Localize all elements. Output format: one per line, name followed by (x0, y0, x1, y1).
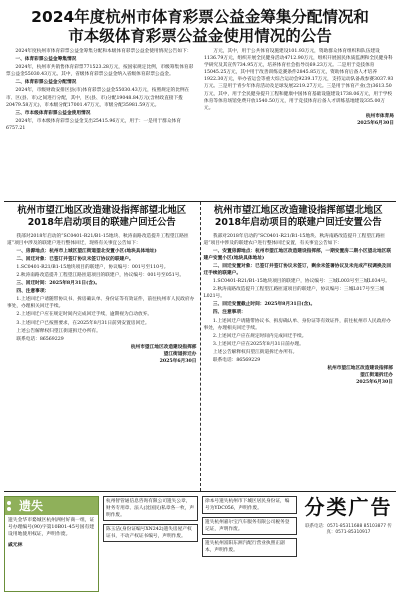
notice-right-title-1: 杭州市望江地区改造建设指挥部望北地区 (213, 205, 383, 216)
paragraph: 2.上述回迁户应在规定时间内完成回迁手续。 (212, 333, 307, 339)
section-heading: 三、回迁安置截止时间：2025年8月31日(含)。 (212, 302, 316, 308)
announcement-right-column (204, 48, 394, 133)
paragraph: 上述公告解释权归望江街道拆迁办所有。 (16, 328, 101, 334)
paragraph: 联系电话：86569229 (212, 357, 261, 363)
notice-right-title-2: 2018年启动项目的联建户回迁安置公告 (214, 217, 382, 228)
signature-org: 杭州市望江地区改造建设指挥部 (327, 365, 393, 371)
signature-date: 2025年6月30日 (357, 120, 394, 126)
paragraph: 2.秋涛南路改造提升工程望江路匝道项目的联建户，协议编号：001号至051号。 (16, 273, 185, 279)
section-heading: 三、市本级体育彩票公益金使用情况 (15, 110, 91, 116)
section-heading: 二、回迁安置对象：已签订并签订协议未签订，剩余未签署协议及未完成产权调换及回迁手续的联建户。 (203, 264, 392, 277)
paragraph: 2.秋涛南路改造提升工程望江路匝道项目的联建户，协议编号：三城L017号至三城L021号。 (203, 287, 385, 300)
paragraph: 1.SC0401-R21/B1-15地块项目的联建户，协议编号：001号至110号。 (16, 265, 169, 271)
section-heading: 四、注意事项： (212, 310, 246, 316)
notice-left (4, 202, 200, 491)
paragraph: 2024年，杭州市共销售体育彩票771523.28万元，按国家规定比例，市级筹集体育彩票公益金55030.43万元。其中，省级体育彩票公益金纳入省级体育彩票公益金。 (6, 65, 194, 78)
signature-date: 2025年6月30日 (159, 358, 197, 364)
classified-section (4, 492, 396, 592)
signature-office: 望江街道拆迁办 (163, 351, 197, 357)
signature-office: 望江街道拆迁办 (360, 372, 393, 378)
paragraph: 联系电话：86569229 (16, 336, 64, 342)
classified-ad: 杭州智管通信息咨询有限公司遗失公章，财务专用章、法人(沈国民)私章各一枚，声明作废。 (103, 496, 198, 521)
section-heading: 一、安置房源地点：杭州市望江地区改造建设指挥部，一期安置房二期小区望北地区联建户安置小区(地块具体地址) (203, 249, 392, 262)
ad-column-2 (202, 496, 297, 592)
page-title (4, 4, 396, 46)
section-heading: 三、回迁时间：2025年8月31日(含)。 (16, 281, 100, 287)
signature-name: 杭州市体育局 (365, 113, 394, 119)
paragraph: 2024年，市本级体育彩票公益金支出25415.96万元，用于：一是用于群众体育6757.21 (6, 118, 181, 131)
classified-ad: 遗失杭州嘉尔宝汽车服务有限公司税务登记证，声明作废。 (202, 517, 297, 535)
signature-date: 2025年6月30日 (356, 379, 393, 385)
paragraph: 我部对2018年启动的“SC0401-R21/B1-15地块、秋涛南路改造提升工程望江路匝道”项目中涉及的联建农户进行整体回迁安置，有关事宜公告如下： (203, 234, 386, 247)
section-heading: 一、房源地点：杭州市上城区望江街道望北安置小区(地块具体地址) (16, 249, 157, 255)
lost-notice-title: 遗失 (19, 499, 44, 513)
notice-left-body (7, 233, 197, 343)
paragraph: 2024年，市级财政安排区县(市)体育彩票公益金55030.43万元，按照规定的比例在市、区(县、市)之间进行分配，其中，区(县、市)分配19048.84万元(含财政直接下拨20479.58万元)，市本级分配17001.47万元，市级分配35981.59万元。 (6, 88, 190, 108)
lost-notice-header (5, 497, 98, 515)
signature (204, 113, 394, 127)
paragraph: 2024年度杭州市体育彩票公益金筹集分配和本级体育彩票公益金使用情况公告如下： (15, 49, 192, 54)
section-heading: 二、体育彩票公益金分配情况 (15, 80, 77, 86)
signature-org: 杭州市望江地区改造建设指挥部 (130, 344, 197, 350)
lost-notice (4, 496, 99, 592)
paragraph: 万元，其中，用于公共体育设施建设101.93万元，资助群众体育组织和队伍建设1136.79万元，组织开展全民健身活动4712.90万元，组织开展国民体质监测和全民健身科学研究及其宣传734.95万元，培养体育社会指导员69.23万元。二是用于竞技体育15045.25万元，其中用于改善训练竞赛条件2845.85万元，资助体育后备人才培养1922.30万元，举办省运会等重大综合运动会9239.17万元，支持运动队备战参赛3037.93万元。三是用于青少年体育活动及足球发展2219.27万元。三是用于体育产业(含)3613.50万元，其中，用于全民健身提升工程和健康中国体育基础设施建设1738.06万元，用于学校体育等体育场馆免费开放1540.50万元，用于竞技体育后备人才训练基地建设335.00万元。 (204, 49, 394, 111)
newspaper-page (4, 4, 396, 594)
classified-ad: 遗失杭州富阳东洲汽配行营业执照正副本，声明作废。 (202, 538, 297, 556)
notice-right-title (204, 205, 394, 229)
notice-left-title-1: 杭州市望江地区改造建设指挥部望北地区 (17, 205, 187, 216)
notice-right (200, 202, 397, 491)
classified-logo (301, 496, 396, 592)
paragraph: 3.上述回迁户已按照要求，在2025年8月31日前到安置房回迁。 (16, 320, 150, 326)
paragraph: 1.上述回迁户请随带协议书、拆房确认单、身份证等有效证件，前往杭州市人民政府办事处，办理相关回迁手续。 (7, 297, 195, 310)
section-heading: 四、注意事项： (16, 289, 50, 295)
paragraph: 1.上述回迁户请随带协议书、拆房确认单、身份证等有效证件，前往杭州市人民政府办事处，办理相关回迁手续。 (203, 318, 391, 331)
notice-right-signature (204, 365, 394, 386)
notice-left-signature (7, 344, 197, 365)
classified-ad: 陈玉洁(身份证编号XN242)遗失房屋产权证书，不动产权证书编号，声明作废。 (103, 524, 198, 542)
lost-notice-signer: 戚元林 (8, 541, 23, 548)
paragraph: 3.上述回迁户应在2025年8月31日前办理。 (212, 341, 304, 347)
title-line-1: 2024年度杭州市体育彩票公益金筹集分配情况和 (31, 8, 369, 26)
classified-title: 分类广告 (304, 495, 393, 519)
paragraph: 我部对2018年启动的“SC0401-R21/B1-15地块、秋涛南路改造提升工程望江路匝道”项目中涉及的联建户进行整体回迁，现将有关事宜公告如下： (7, 234, 189, 247)
paragraph: 2.上述回迁户应在规定时间内完成回迁手续，逾期视为自动放弃。 (16, 312, 153, 318)
lottery-announcement (4, 4, 396, 202)
classified-ad: 徐本号遗失杭州市下城区居民身份证，编号为YDC056，声明作废。 (202, 496, 297, 514)
notice-left-title (7, 205, 197, 229)
classified-contact: 联系电话：0571-85311688 85103877 传真：0571-85310917 (305, 524, 392, 535)
dots-icon (7, 501, 11, 511)
paragraph: 上述公告解释权归望江街道拆迁办所有。 (212, 349, 298, 355)
section-heading: 一、体育彩票公益金筹集情况 (15, 57, 77, 63)
relocation-notices (4, 202, 396, 492)
title-line-2: 市本级体育彩票公益金使用情况的公告 (68, 27, 332, 45)
paragraph: 1.SC0401-R21/B1-15地块项目的联建户，协议编号：三城L003号至三城L034号。 (212, 279, 390, 285)
ad-column-1 (103, 496, 198, 592)
notice-left-title-2: 2018年启动项目的联建户回迁公告 (27, 217, 176, 228)
section-heading: 二、回迁对象：已签订并签订协议未签订协议的联建户。 (16, 257, 134, 263)
notice-right-body (204, 233, 394, 364)
lost-notice-text: 遗失金华市婺城区杭州洲村好商一组，证号办理编号(90)字第10B01-45号国有建设用地使用权证，声明作废。 (8, 518, 95, 538)
announcement-left-column (6, 48, 196, 133)
